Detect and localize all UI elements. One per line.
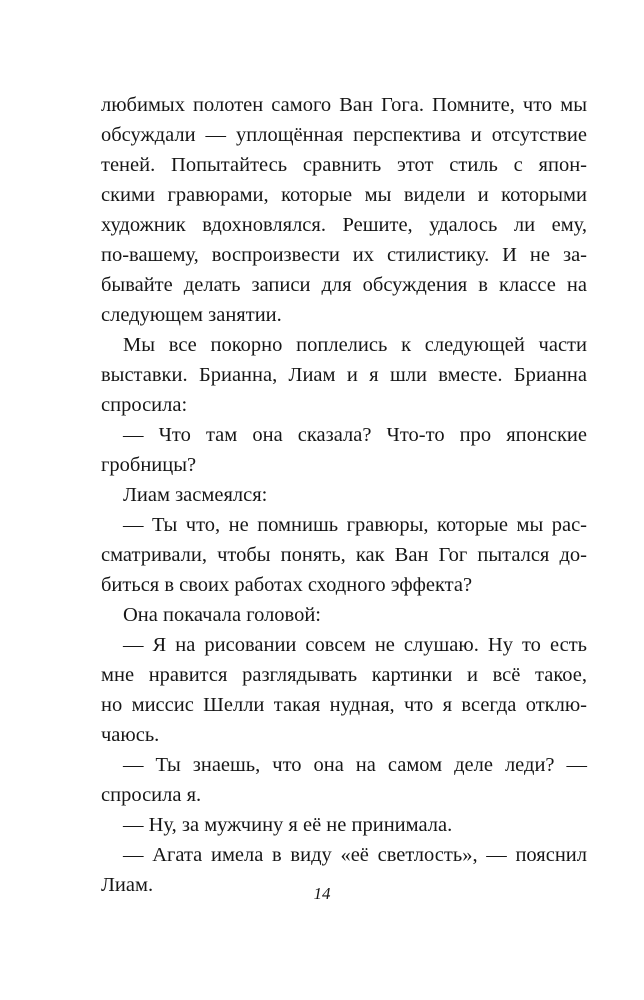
text-line: мне нравится разглядывать картинки и всё такое, [101, 664, 587, 686]
text-line: Лиам засмеялся: [123, 484, 268, 506]
text-line: теней. Попытайтесь сравнить этот стиль с япон- [101, 154, 587, 176]
text-line: — Я на рисовании совсем не слушаю. Ну то есть [123, 634, 587, 656]
text-line: Лиам. [101, 874, 154, 896]
text-line: — Ты знаешь, что она на самом деле леди? — [123, 754, 587, 776]
text-line: любимых полотен самого Ван Гога. Помните, что мы [101, 94, 587, 116]
text-line: чаюсь. [101, 724, 160, 746]
text-line: Мы все покорно поплелись к следующей части [123, 334, 587, 356]
text-line: — Ну, за мужчину я её не принимала. [123, 814, 453, 836]
text-line: бывайте делать записи для обсуждения в классе на [101, 274, 587, 296]
text-line: сматривали, чтобы понять, как Ван Гог пытался до- [101, 544, 587, 566]
text-line: но миссис Шелли такая нудная, что я всегда отклю- [101, 694, 587, 716]
text-line: обсуждали — уплощённая перспектива и отсутствие [101, 124, 587, 146]
page-number: 14 [313, 884, 331, 903]
page-text [101, 90, 587, 900]
text-line: по-вашему, воспроизвести их стилистику. И не за- [101, 244, 587, 266]
text-line: спросила я. [101, 784, 202, 806]
text-line: — Что там она сказала? Что-то про японские [123, 424, 587, 446]
text-line: выставки. Брианна, Лиам и я шли вместе. Брианна [101, 364, 587, 386]
text-line: — Агата имела в виду «её светлость», — пояснил [123, 844, 587, 866]
text-line: гробницы? [101, 454, 197, 476]
text-line: Она покачала головой: [123, 604, 322, 626]
text-line: биться в своих работах сходного эффекта? [101, 574, 473, 596]
text-line: — Ты что, не помнишь гравюры, которые мы рас- [123, 514, 587, 536]
text-line: спросила: [101, 394, 188, 416]
text-line: скими гравюрами, которые мы видели и которыми [101, 184, 587, 206]
text-line: следующем занятии. [101, 304, 282, 326]
text-line: художник вдохновлялся. Решите, удалось ли ему, [101, 214, 587, 236]
